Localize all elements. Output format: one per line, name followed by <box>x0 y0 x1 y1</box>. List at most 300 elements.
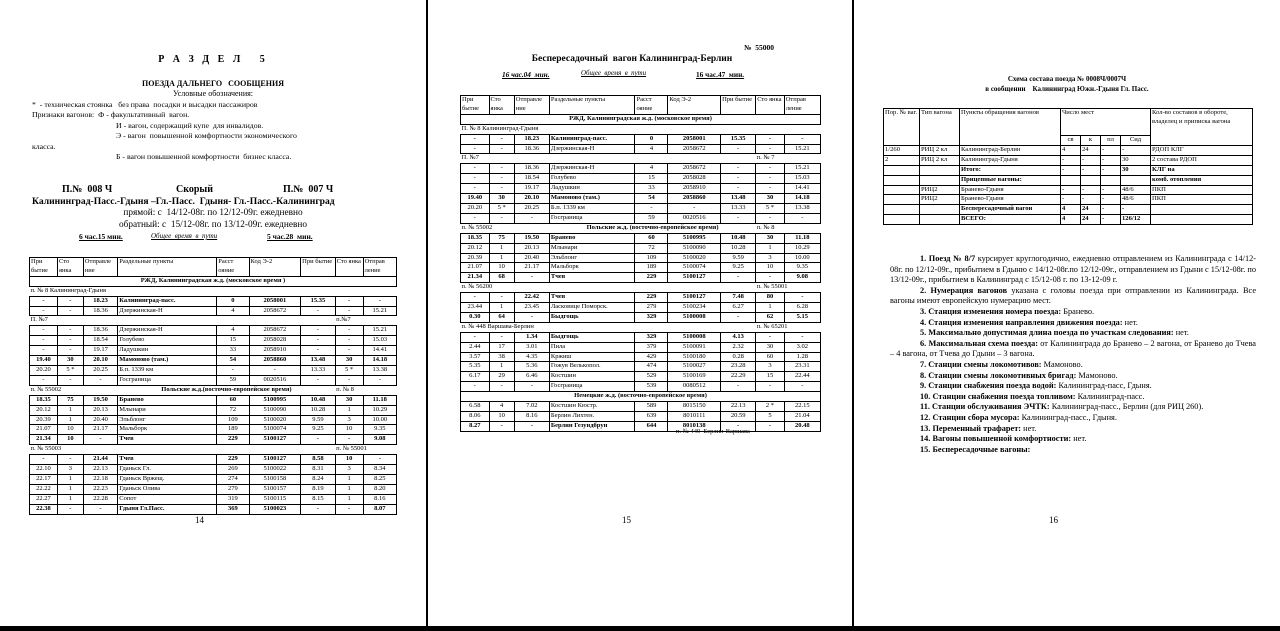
table-cell: 13.38 <box>784 203 820 213</box>
table-cell: - <box>1081 155 1101 165</box>
table-cell: 80 <box>756 293 785 303</box>
car-scheme-table <box>883 108 1253 225</box>
table-cell: 30 <box>756 233 785 243</box>
table-cell: 4 <box>1061 145 1081 155</box>
table-row <box>461 352 821 362</box>
table-cell: 9.08 <box>784 273 820 283</box>
table-cell <box>1121 175 1151 185</box>
page-16 <box>854 0 1280 624</box>
table-cell: 189 <box>217 425 249 435</box>
table-cell: 22.44 <box>784 372 820 382</box>
table-cell: 4 <box>489 402 514 412</box>
table-section-row <box>461 392 821 402</box>
table-cell: 30 <box>335 356 363 366</box>
table-cell: Бранево <box>549 233 635 243</box>
table-cell: 19.40 <box>30 356 58 366</box>
table-cell: Костшин Кюстр. <box>549 402 635 412</box>
table-row <box>30 484 397 494</box>
note-middle <box>549 283 755 293</box>
table-cell: 2058672 <box>668 164 721 174</box>
table-cell: 17 <box>489 342 514 352</box>
note-middle <box>118 286 335 296</box>
table-cell: Дзержинская-Н <box>118 326 217 336</box>
table-cell: 22.13 <box>721 402 756 412</box>
header-cell: Отправ ление <box>363 258 396 277</box>
table-cell: 8.25 <box>363 474 396 484</box>
legend-title: Условные обозначения: <box>172 89 253 98</box>
trains-title: ПОЕЗДА ДАЛЬНЕГО СООБЩЕНИЯ <box>142 79 284 88</box>
table-row <box>884 215 1253 225</box>
table-cell: 10.28 <box>301 405 335 415</box>
table-cell: 5100234 <box>668 303 721 313</box>
table-cell: - <box>721 382 756 392</box>
table-cell: 5100115 <box>249 494 301 504</box>
table-cell: - <box>489 174 514 184</box>
table-cell: 15 <box>635 174 668 184</box>
table-cell: 5100023 <box>249 504 301 514</box>
header-cell: Код Э-2 <box>668 96 721 115</box>
table-cell: 1 <box>57 484 83 494</box>
table-cell: КЛГ на <box>1151 165 1253 175</box>
header-cell: Отправ ление <box>784 96 820 115</box>
table-cell: - <box>461 174 490 184</box>
table-cell: - <box>461 134 490 144</box>
note-item: 3. Станция изменения номера поезда: Бранево. <box>920 306 1095 316</box>
table-cell: - <box>1101 185 1121 195</box>
note-left: п. № 56200 <box>461 283 493 291</box>
table-cell: 5100169 <box>668 372 721 382</box>
table-cell: - <box>489 421 514 431</box>
table-cell: - <box>301 504 335 514</box>
table-cell <box>1101 175 1121 185</box>
table-row <box>461 402 821 412</box>
table-cell: 72 <box>217 405 249 415</box>
note-item: 6. Максимальная схема поезда: от Калининграда до Бранево – 2 вагона, от Бранево до Тчева – 4 вагона, от Тчева до Гдыни – 3 вагона. <box>890 338 1256 359</box>
table-cell: 8.16 <box>363 494 396 504</box>
table-cell: 10.48 <box>721 233 756 243</box>
table-row <box>461 164 821 174</box>
table-cell: 5 * <box>57 365 83 375</box>
table-cell: 22.10 <box>30 465 58 475</box>
table-cell: 22.17 <box>30 474 58 484</box>
table-cell: - <box>57 296 83 306</box>
table-cell: 59 <box>635 213 668 223</box>
footer-note: п. № 449 Берлин-Варшава <box>676 428 750 435</box>
note-left: п. № 55003 <box>30 445 62 453</box>
table-cell: Эльблонг <box>118 415 217 425</box>
table-cell: Тчев <box>118 455 217 465</box>
table-cell: 23.45 <box>514 303 549 313</box>
table-cell: - <box>784 293 820 303</box>
page-15 <box>428 0 852 624</box>
table-row <box>30 474 397 484</box>
table-cell: 18.54 <box>83 336 117 346</box>
table-cell: 5100091 <box>668 342 721 352</box>
table-note-row <box>461 124 821 134</box>
note-item: 8. Станции смены локомотивных бригад: Мамоново. <box>920 370 1118 380</box>
table-cell: 30 <box>1121 155 1151 165</box>
header-cell: При бытие <box>301 258 335 277</box>
table-cell: 5.15 <box>784 312 820 322</box>
table-header-row <box>884 109 1253 136</box>
table-cell: 1 <box>335 494 363 504</box>
table-cell: 1 <box>489 362 514 372</box>
table-cell <box>920 215 960 225</box>
table-row <box>30 336 397 346</box>
section-title: Р А З Д Е Л 5 <box>158 54 268 65</box>
table-cell: - <box>721 421 756 431</box>
table-cell: - <box>30 455 58 465</box>
table-cell: - <box>514 382 549 392</box>
table-cell: 21.44 <box>83 455 117 465</box>
table-cell: Эльблонг <box>549 253 635 263</box>
header-cell: Отправле ние <box>83 258 117 277</box>
table-section-row <box>461 114 821 124</box>
header-cell: Пункты обращения вагонов <box>960 109 1061 146</box>
table-cell: 22.18 <box>83 474 117 484</box>
table-cell: - <box>514 421 549 431</box>
table-cell: 5100995 <box>668 233 721 243</box>
note-middle: Польские ж.д. (восточно-европейское время) <box>586 223 719 231</box>
table-cell: 38 <box>489 352 514 362</box>
table-cell: Ладушкин <box>549 184 635 194</box>
table-cell: 379 <box>635 342 668 352</box>
header-cell: Раздельные пункты <box>118 258 217 277</box>
table-cell: 4 <box>1061 215 1081 225</box>
note-item: 12. Станции сбора мусора: Калининград-пасс., Гдыня. <box>920 412 1117 422</box>
table-cell: - <box>1061 195 1081 205</box>
page-14 <box>0 0 426 624</box>
table-cell: - <box>721 144 756 154</box>
table-cell: 279 <box>635 303 668 313</box>
table-header-row <box>30 258 397 277</box>
legend-line: И - вагон, содержащий купе для инвалидов. <box>116 121 264 130</box>
table-cell: 8015150 <box>668 402 721 412</box>
table-cell: 14.18 <box>363 356 396 366</box>
table-cell: Берлин Гезундбрун <box>549 421 635 431</box>
table-cell: - <box>1101 215 1121 225</box>
table-cell: 6.17 <box>461 372 490 382</box>
table-cell <box>1061 175 1081 185</box>
table-cell: РИЦ2 <box>920 185 960 195</box>
table-cell: - <box>461 164 490 174</box>
table-cell: 279 <box>217 484 249 494</box>
table-cell: 8.15 <box>301 494 335 504</box>
table-cell: 5100008 <box>668 332 721 342</box>
table-cell: - <box>363 375 396 385</box>
section-label: РЖД, Калининградская ж.д. (московское время ) <box>30 276 397 286</box>
table-cell: - <box>30 346 58 356</box>
section-label: РЖД, Калининградская ж.д. (московское время) <box>461 114 821 124</box>
table-cell: 2058860 <box>249 356 301 366</box>
table-cell: Ласковице Поморск. <box>549 303 635 313</box>
table-cell: 33 <box>217 346 249 356</box>
table-cell: 22.27 <box>30 494 58 504</box>
table-cell <box>1151 205 1253 215</box>
table-cell: 15 <box>756 372 785 382</box>
table-cell: - <box>1101 155 1121 165</box>
table-cell: - <box>30 306 58 316</box>
table-cell: 1 <box>57 405 83 415</box>
table-cell: 2058672 <box>668 144 721 154</box>
table-cell: 3.01 <box>514 342 549 352</box>
table-cell: 60 <box>756 352 785 362</box>
table-cell: 15.03 <box>784 174 820 184</box>
table-cell: 15.03 <box>363 336 396 346</box>
table-cell: 22.22 <box>30 484 58 494</box>
table-cell: 3 <box>335 415 363 425</box>
note-item: 11. Станции обслуживания ЭЧТК: Калининград-пасс., Берлин (для РИЦ 260). <box>920 402 1204 412</box>
table-cell: 7.48 <box>721 293 756 303</box>
table-cell: 0 <box>635 134 668 144</box>
table-row <box>30 326 397 336</box>
table-cell: - <box>1061 185 1081 195</box>
table-cell: 9.35 <box>363 425 396 435</box>
table-cell: 8.34 <box>363 465 396 475</box>
table-cell: 8.27 <box>461 421 490 431</box>
table-cell: 10.29 <box>363 405 396 415</box>
table-row <box>461 362 821 372</box>
table-cell: 75 <box>57 395 83 405</box>
table-cell: 10 <box>489 412 514 422</box>
table-cell <box>884 165 920 175</box>
table-cell: 22.29 <box>721 372 756 382</box>
table-row <box>461 263 821 273</box>
table-cell: 0 <box>217 296 249 306</box>
table-cell: - <box>301 326 335 336</box>
table-cell: - <box>1121 145 1151 155</box>
table-cell: 8.20 <box>363 484 396 494</box>
note-item: 7. Станции смены локомотивов: Мамоново. <box>920 359 1083 369</box>
table-cell: - <box>301 346 335 356</box>
table-cell: - <box>721 213 756 223</box>
header-cell: св <box>1061 136 1081 146</box>
table-cell: - <box>335 375 363 385</box>
table-cell: - <box>489 134 514 144</box>
table-cell: 2058028 <box>249 336 301 346</box>
table-cell: - <box>335 504 363 514</box>
table-cell: 5 * <box>489 203 514 213</box>
table-cell: - <box>1101 165 1121 175</box>
schedule-reverse: обратный: с 15/12-08г. по 13/12-09г. ежедневно <box>118 220 308 230</box>
table-cell: Тчев <box>549 273 635 283</box>
table-row <box>884 145 1253 155</box>
table-cell: 126/12 <box>1121 215 1151 225</box>
table-cell: 21.17 <box>514 263 549 273</box>
table-note-row <box>461 322 821 332</box>
table-note-row <box>461 154 821 164</box>
table-cell: Бранево-Гдыня <box>960 185 1061 195</box>
header-cell: к <box>1081 136 1101 146</box>
table-cell: 9.59 <box>721 253 756 263</box>
table-row <box>461 184 821 194</box>
table-row <box>30 415 397 425</box>
table-cell: 72 <box>635 243 668 253</box>
header-cell: Сто янка <box>57 258 83 277</box>
table-cell: 10 <box>335 455 363 465</box>
table-row <box>884 195 1253 205</box>
table-cell: 30 <box>756 194 785 204</box>
table-note-row <box>30 385 397 395</box>
table-cell: Голубево <box>549 174 635 184</box>
table-cell: 20.13 <box>514 243 549 253</box>
table-cell: 20.12 <box>30 405 58 415</box>
table-cell: Гдыня Гл.Пасс. <box>118 504 217 514</box>
table-cell: 229 <box>217 455 249 465</box>
table-cell: Бранево <box>118 395 217 405</box>
table-cell: 0020516 <box>668 213 721 223</box>
header-cell: Тип вагона <box>920 109 960 146</box>
table-cell: Дзержинская-Н <box>549 164 635 174</box>
table-cell: 21.04 <box>784 412 820 422</box>
table-row <box>461 253 821 263</box>
table-cell <box>920 175 960 185</box>
table-cell: 18.35 <box>30 395 58 405</box>
scheme-title: Схема состава поезда № 0008Ч/0007Ч <box>1007 75 1127 83</box>
note-right: п. № 65201 <box>756 322 788 330</box>
table-cell: 18.36 <box>514 144 549 154</box>
table-cell: 15.35 <box>721 134 756 144</box>
table-cell: Прицепные вагоны: <box>960 175 1061 185</box>
table-row <box>884 185 1253 195</box>
table-cell: Берлин Лихтен. <box>549 412 635 422</box>
table-cell: 2.44 <box>461 342 490 352</box>
table-cell: ВСЕГО: <box>960 215 1061 225</box>
table-section-row <box>30 276 397 286</box>
table-cell: Калининград-Берлин <box>960 145 1061 155</box>
table-cell: 529 <box>635 372 668 382</box>
table-cell: 1 <box>57 415 83 425</box>
table-cell: Б.п. 1339 км <box>549 203 635 213</box>
note-middle <box>549 154 755 164</box>
table-cell: 0080512 <box>668 382 721 392</box>
travel-time-right: 5 час.28 мин. <box>267 232 313 241</box>
table-cell: Тчев <box>549 293 635 303</box>
header-cell: При бытие <box>461 96 490 115</box>
note-right: п. № 55001 <box>336 445 367 453</box>
table-cell: 75 <box>489 233 514 243</box>
page-number: 14 <box>195 515 204 525</box>
table-cell: 5100127 <box>249 435 301 445</box>
table-row <box>461 421 821 431</box>
table-cell: 8.58 <box>301 455 335 465</box>
table-cell: 8.06 <box>461 412 490 422</box>
table-cell: - <box>57 346 83 356</box>
table-cell: 22.42 <box>514 293 549 303</box>
table-cell: 1 <box>335 405 363 415</box>
header-cell: Сто янка <box>489 96 514 115</box>
table-cell: - <box>489 144 514 154</box>
table-cell: - <box>756 273 785 283</box>
table-cell: - <box>461 332 490 342</box>
table-cell: 15.21 <box>784 164 820 174</box>
table-cell: - <box>489 382 514 392</box>
table-cell: 13.33 <box>301 365 335 375</box>
table-cell: ПКП <box>1151 195 1253 205</box>
table-cell: Костшин <box>549 372 635 382</box>
table-cell: - <box>335 306 363 316</box>
table-cell: 18.23 <box>83 296 117 306</box>
car-number: № 55000 <box>744 43 775 52</box>
table-cell: Млынари <box>549 243 635 253</box>
table-cell: Мальборк <box>118 425 217 435</box>
note-left: п. № 8 Калининград-Гдыня <box>30 286 106 294</box>
table-cell: 14.41 <box>784 184 820 194</box>
table-cell: 4.13 <box>721 332 756 342</box>
table-header-row <box>461 96 821 115</box>
table-row <box>30 425 397 435</box>
table-note-row <box>461 283 821 293</box>
table-row <box>461 203 821 213</box>
table-cell: 2 состава РДОП <box>1151 155 1253 165</box>
table-row <box>30 405 397 415</box>
table-cell: 15 <box>217 336 249 346</box>
table-cell: 4 <box>217 306 249 316</box>
table-cell: 22.13 <box>83 465 117 475</box>
table-cell: 22.15 <box>784 402 820 412</box>
table-cell: 14.41 <box>363 346 396 356</box>
table-cell: 5100090 <box>249 405 301 415</box>
table-cell: 2.32 <box>721 342 756 352</box>
table-cell: 2058672 <box>249 326 301 336</box>
table-cell: 229 <box>217 435 249 445</box>
table-cell: Госграница <box>118 375 217 385</box>
table-row <box>461 174 821 184</box>
table-cell: 2058001 <box>668 134 721 144</box>
note-left: П. №7 <box>461 154 479 162</box>
table-cell: 15.21 <box>363 306 396 316</box>
header-cell: При бытие <box>30 258 58 277</box>
table-row <box>461 243 821 253</box>
table-row <box>461 134 821 144</box>
note-item: 9. Станции снабжения поезда водой: Калининград-пасс, Гдыня. <box>920 381 1152 391</box>
table-cell: 24 <box>1081 215 1101 225</box>
table-cell: 3 <box>756 362 785 372</box>
note-left: п. № 55002 <box>461 223 493 231</box>
table-cell: Млынари <box>118 405 217 415</box>
note-middle <box>549 124 755 134</box>
table-cell: 429 <box>635 352 668 362</box>
table-cell: - <box>489 332 514 342</box>
table-cell: Гданьск Олива <box>118 484 217 494</box>
table-cell: - <box>461 144 490 154</box>
train-number-right: П.№ 007 Ч <box>283 184 334 195</box>
travel-time-right: 16 час.47 мин. <box>696 70 745 79</box>
table-cell: 9.08 <box>363 435 396 445</box>
table-cell: - <box>461 213 490 223</box>
table-cell: 474 <box>635 362 668 372</box>
table-cell: - <box>301 336 335 346</box>
table-cell: - <box>756 134 785 144</box>
legend-line: * - техническая стоянка без права посадки и высадки пассажиров <box>32 100 258 109</box>
table-cell: 22.38 <box>30 504 58 514</box>
table-cell: 22.23 <box>83 484 117 494</box>
table-cell: - <box>1081 165 1101 175</box>
table-cell: 21.07 <box>30 425 58 435</box>
table-cell: 6.28 <box>784 303 820 313</box>
table-cell: 1 <box>335 484 363 494</box>
header-cell: Расст ояние <box>217 258 249 277</box>
table-cell: - <box>57 306 83 316</box>
table-row <box>461 194 821 204</box>
table-cell: - <box>83 504 117 514</box>
table-cell: - <box>1081 195 1101 205</box>
table-cell: 19.50 <box>514 233 549 243</box>
table-cell: - <box>83 375 117 385</box>
table-cell: - <box>217 365 249 375</box>
table-cell: - <box>57 336 83 346</box>
table-cell: 20.20 <box>461 203 490 213</box>
